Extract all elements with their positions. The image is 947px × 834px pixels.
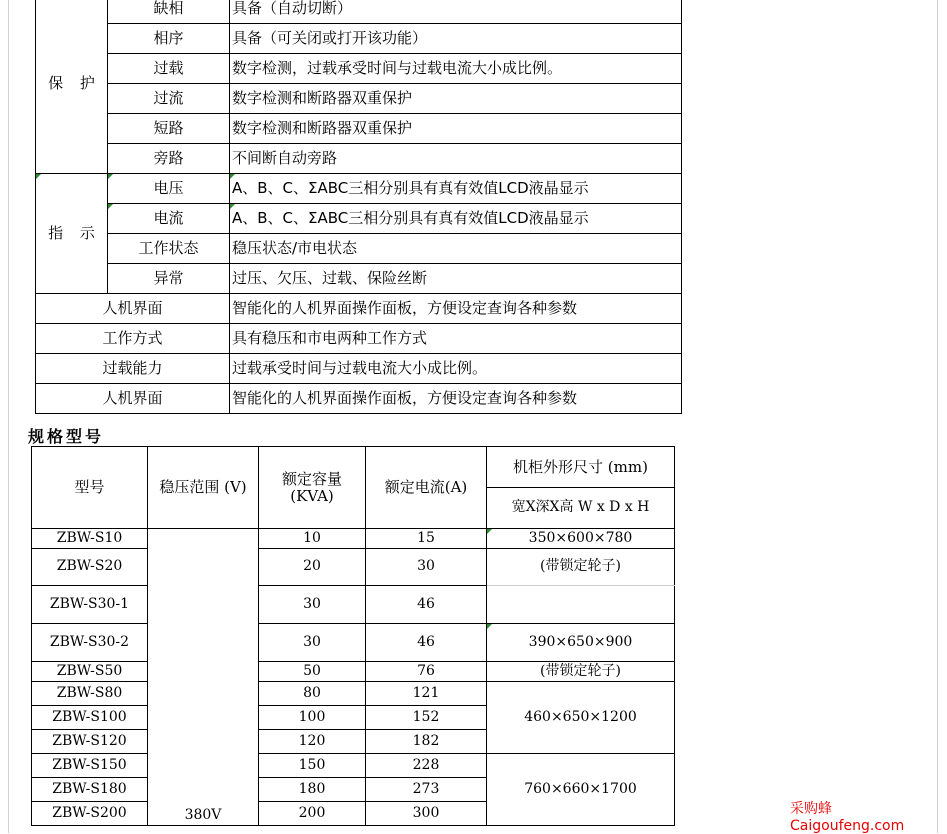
dims-note-cell: (带锁定轮子) — [487, 662, 675, 682]
amp-cell: 228 — [366, 754, 487, 778]
table-row — [36, 294, 682, 324]
feature-desc: 智能化的人机界面操作面板，方便设定查询各种参数 — [230, 384, 682, 414]
header-capacity — [259, 447, 366, 529]
model-cell: ZBW-S150 — [32, 754, 148, 778]
table-row — [36, 54, 682, 84]
table-row — [36, 204, 682, 234]
table-row — [32, 586, 675, 624]
header-cabinet: 机柜外形尺寸 (mm) — [487, 447, 675, 488]
table-row — [36, 264, 682, 294]
kva-cell: 30 — [259, 586, 366, 624]
feature-desc: 数字检测和断路器双重保护 — [230, 84, 682, 114]
feature-desc: 智能化的人机界面操作面板，方便设定查询各种参数 — [230, 294, 682, 324]
feature-desc: 数字检测和断路器双重保护 — [230, 114, 682, 144]
table-row — [36, 0, 682, 24]
dims-empty-cell — [487, 586, 675, 624]
table-row — [36, 84, 682, 114]
kva-cell: 50 — [259, 662, 366, 682]
kva-cell: 120 — [259, 730, 366, 754]
kva-cell: 100 — [259, 706, 366, 730]
amp-cell: 46 — [366, 586, 487, 624]
feature-item: 电压 — [108, 174, 230, 204]
table-row — [32, 682, 675, 706]
feature-desc: 过压、欠压、过载、保险丝断 — [230, 264, 682, 294]
feature-item: 相序 — [108, 24, 230, 54]
voltage-cell: 380V — [148, 529, 259, 826]
feature-desc: 稳压状态/市电状态 — [230, 234, 682, 264]
table-row — [36, 384, 682, 414]
model-cell: ZBW-S30-1 — [32, 586, 148, 624]
feature-item: 人机界面 — [36, 384, 230, 414]
feature-desc: A、B、C、ΣABC三相分别具有真有效值LCD液晶显示 — [230, 174, 682, 204]
amp-cell: 15 — [366, 529, 487, 549]
page-left-border — [8, 0, 9, 833]
table-row — [32, 549, 675, 586]
kva-cell: 150 — [259, 754, 366, 778]
table-row — [32, 754, 675, 778]
feature-item: 旁路 — [108, 144, 230, 174]
feature-item: 工作状态 — [108, 234, 230, 264]
dims-cell: 350×600×780 — [487, 529, 675, 549]
feature-item: 过载 — [108, 54, 230, 84]
feature-desc: 具备（自动切断） — [230, 0, 682, 24]
feature-item: 人机界面 — [36, 294, 230, 324]
feature-item: 工作方式 — [36, 324, 230, 354]
amp-cell: 300 — [366, 802, 487, 826]
table-row — [32, 529, 675, 549]
spec-section-title: 规格型号 — [28, 427, 105, 446]
features-table — [35, 0, 682, 414]
dims-cell: 390×650×900 — [487, 624, 675, 662]
model-cell: ZBW-S50 — [32, 662, 148, 682]
feature-desc: 数字检测，过载承受时间与过载电流大小成比例。 — [230, 54, 682, 84]
model-cell: ZBW-S120 — [32, 730, 148, 754]
table-row — [36, 234, 682, 264]
header-capacity-label: 额定容量 — [281, 470, 342, 488]
feature-desc: 不间断自动旁路 — [230, 144, 682, 174]
feature-item: 短路 — [108, 114, 230, 144]
table-row — [32, 624, 675, 662]
amp-cell: 152 — [366, 706, 487, 730]
table-row — [32, 662, 675, 682]
feature-desc: 具有稳压和市电两种工作方式 — [230, 324, 682, 354]
header-range: 稳压范围 (V) — [148, 447, 259, 529]
feature-item: 缺相 — [108, 0, 230, 24]
model-cell: ZBW-S10 — [32, 529, 148, 549]
amp-cell: 46 — [366, 624, 487, 662]
amp-cell: 182 — [366, 730, 487, 754]
watermark: 采购蜂 Caigoufeng.com — [790, 801, 905, 834]
amp-cell: 30 — [366, 549, 487, 586]
table-row — [36, 174, 682, 204]
model-cell: ZBW-S20 — [32, 549, 148, 586]
spec-table — [31, 446, 675, 826]
header-current: 额定电流(A) — [366, 447, 487, 529]
feature-desc: 过载承受时间与过载电流大小成比例。 — [230, 354, 682, 384]
feature-desc: A、B、C、ΣABC三相分别具有真有效值LCD液晶显示 — [230, 204, 682, 234]
page-right-border — [937, 0, 938, 833]
model-cell: ZBW-S180 — [32, 778, 148, 802]
feature-item: 过载能力 — [36, 354, 230, 384]
kva-cell: 200 — [259, 802, 366, 826]
model-cell: ZBW-S30-2 — [32, 624, 148, 662]
amp-cell: 121 — [366, 682, 487, 706]
table-row — [36, 324, 682, 354]
category-indication: 指 示 — [36, 174, 108, 294]
model-cell: ZBW-S100 — [32, 706, 148, 730]
header-dims: 宽X深X高 W x D x H — [487, 488, 675, 529]
table-row — [36, 354, 682, 384]
dims-cell: 760×660×1700 — [487, 754, 675, 826]
feature-item: 过流 — [108, 84, 230, 114]
kva-cell: 180 — [259, 778, 366, 802]
feature-item: 电流 — [108, 204, 230, 234]
category-protection: 保 护 — [36, 0, 108, 174]
header-model: 型号 — [32, 447, 148, 529]
header-capacity-unit: (KVA) — [290, 486, 334, 505]
table-row — [36, 24, 682, 54]
amp-cell: 76 — [366, 662, 487, 682]
table-row — [36, 144, 682, 174]
kva-cell: 20 — [259, 549, 366, 586]
feature-item: 异常 — [108, 264, 230, 294]
spec-header-row — [32, 447, 675, 488]
model-cell: ZBW-S200 — [32, 802, 148, 826]
dims-note-cell: (带锁定轮子) — [487, 549, 675, 586]
dims-cell: 460×650×1200 — [487, 682, 675, 754]
feature-desc: 具备（可关闭或打开该功能） — [230, 24, 682, 54]
kva-cell: 80 — [259, 682, 366, 706]
model-cell: ZBW-S80 — [32, 682, 148, 706]
kva-cell: 10 — [259, 529, 366, 549]
amp-cell: 273 — [366, 778, 487, 802]
table-row — [36, 114, 682, 144]
kva-cell: 30 — [259, 624, 366, 662]
